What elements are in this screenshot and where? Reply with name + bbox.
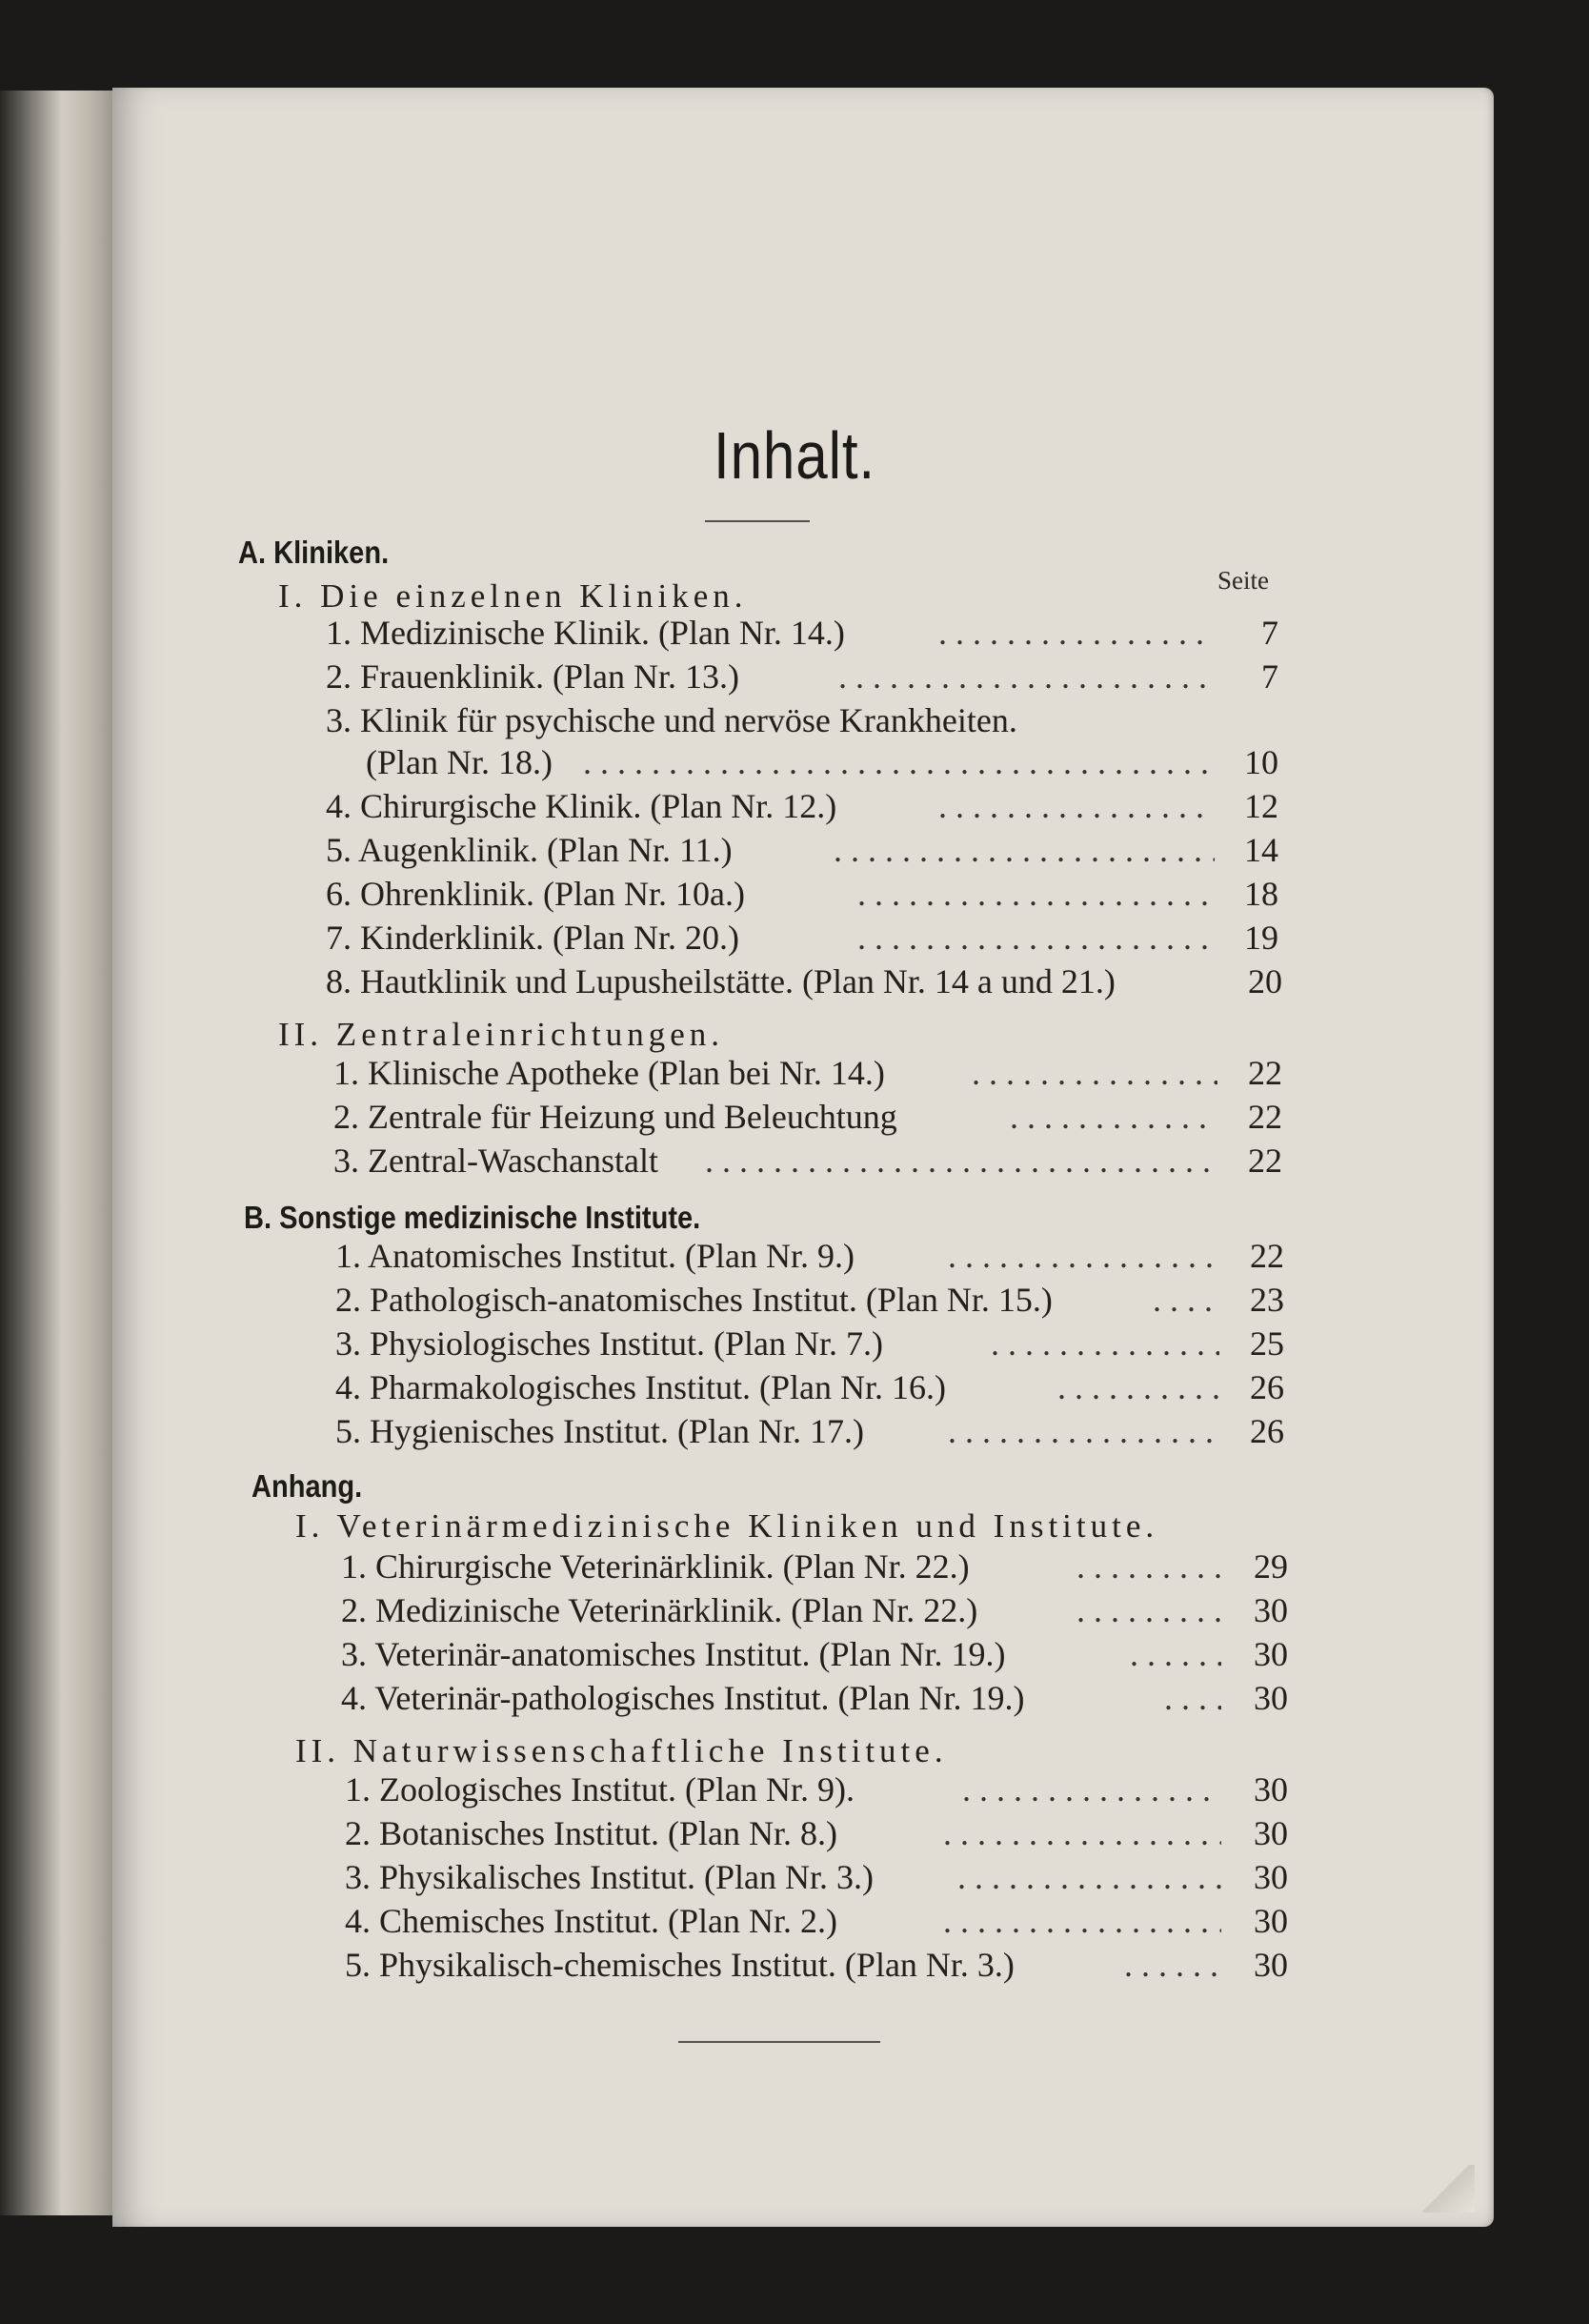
toc-entry-page: 30 [1254,1679,1288,1717]
toc-entry-page: 30 [1254,1770,1288,1809]
toc-entry-title: 1. Chirurgische Veterinärklinik. (Plan Nr. 22.) [341,1547,970,1586]
toc-leader-dots [838,656,1215,697]
toc-entry-page: 19 [1244,919,1278,957]
toc-entry-page: 30 [1254,1858,1288,1896]
toc-entry[interactable] [0,829,1589,871]
toc-entry-page: 22 [1248,1142,1282,1180]
toc-entry[interactable] [0,1768,1589,1810]
toc-entry-title: 5. Augenklinik. (Plan Nr. 11.) [326,831,733,869]
section-c-heading: Anhang. [251,1468,363,1504]
toc-entry-title: 1. Klinische Apotheke (Plan bei Nr. 14.) [333,1054,885,1092]
toc-entry[interactable] [0,1589,1589,1631]
toc-entry[interactable] [0,1944,1589,1986]
toc-entry[interactable] [0,1140,1589,1182]
toc-entry-title: 5. Hygienisches Institut. (Plan Nr. 17.) [335,1412,864,1450]
subsection-a2-heading: II. Zentraleinrichtungen. [278,1016,725,1053]
toc-entry-title: 4. Pharmakologisches Institut. (Plan Nr. 16.) [335,1368,946,1406]
toc-entry-page: 10 [1244,743,1278,781]
toc-entry-title: (Plan Nr. 18.) [366,743,553,781]
toc-entry[interactable] [0,612,1589,654]
toc-entry[interactable] [0,1633,1589,1675]
toc-entry-title: 8. Hautklinik und Lupusheilstätte. (Plan Nr. 14 a und 21.) [326,962,1116,1000]
toc-entry-title: 1. Zoologisches Institut. (Plan Nr. 9). [345,1770,855,1809]
toc-entry-title: 3. Klinik für psychische und nervöse Krankheiten. [326,701,1017,739]
toc-entry[interactable] [0,699,1589,741]
toc-entry-page: 18 [1244,875,1278,913]
toc-entry[interactable] [0,1677,1589,1719]
toc-leader-dots [1153,1279,1219,1321]
toc-entry[interactable] [0,1096,1589,1138]
toc-leader-dots [943,1812,1221,1854]
toc-leader-dots [1057,1366,1219,1408]
toc-leader-dots [1130,1633,1221,1675]
toc-entry-page: 30 [1254,1946,1288,1984]
toc-leader-dots [583,741,1215,783]
toc-leader-dots [938,612,1215,654]
toc-entry-title: 3. Physiologisches Institut. (Plan Nr. 7.) [335,1324,883,1363]
toc-entry[interactable] [0,1235,1589,1277]
toc-entry-title: 4. Chemisches Institut. (Plan Nr. 2.) [345,1902,837,1940]
toc-leader-dots [1164,1677,1221,1719]
toc-entry-page: 26 [1250,1368,1284,1406]
toc-entry[interactable] [0,1366,1589,1408]
toc-leader-dots [1076,1589,1221,1631]
toc-entry-title: 6. Ohrenklinik. (Plan Nr. 10a.) [326,875,745,913]
toc-entry[interactable] [0,785,1589,827]
section-b-heading: B. Sonstige medizinische Institute. [244,1200,701,1235]
toc-entry[interactable] [0,1856,1589,1898]
toc-entry[interactable] [0,1052,1589,1094]
toc-entry-page: 23 [1250,1281,1284,1319]
toc-entry-page: 30 [1254,1635,1288,1673]
toc-entry-title: 2. Zentrale für Heizung und Beleuchtung [333,1098,897,1136]
subsection-a1-heading: I. Die einzelnen Kliniken. [278,577,748,615]
toc-entry-title: 3. Physikalisches Institut. (Plan Nr. 3.) [345,1858,874,1896]
toc-leader-dots [972,1052,1217,1094]
toc-entry[interactable] [0,1323,1589,1364]
toc-leader-dots [857,873,1215,915]
toc-entry-title: 4. Chirurgische Klinik. (Plan Nr. 12.) [326,787,837,825]
toc-entry[interactable] [0,1410,1589,1452]
toc-leader-dots [1010,1096,1217,1138]
toc-leader-dots [943,1900,1221,1942]
toc-entry-page: 30 [1254,1591,1288,1629]
toc-leader-dots [857,917,1215,959]
subsection-c2-heading: II. Naturwissenschaftliche Institute. [295,1732,948,1769]
toc-entry-title: 1. Medizinische Klinik. (Plan Nr. 14.) [326,614,845,652]
toc-entry[interactable] [0,1546,1589,1587]
toc-entry-title: 2. Frauenklinik. (Plan Nr. 13.) [326,657,739,696]
toc-entry-title: 1. Anatomisches Institut. (Plan Nr. 9.) [335,1237,855,1275]
toc-leader-dots [948,1235,1219,1277]
toc-entry-title: 3. Zentral-Waschanstalt [333,1142,658,1180]
toc-entry[interactable] [0,1900,1589,1942]
toc-entry[interactable] [0,917,1589,959]
toc-leader-dots [938,785,1215,827]
toc-entry-page: 22 [1250,1237,1284,1275]
toc-entry-page: 30 [1254,1814,1288,1852]
toc-leader-dots [948,1410,1219,1452]
toc-entry-title: 7. Kinderklinik. (Plan Nr. 20.) [326,919,739,957]
toc-entry-page: 25 [1250,1324,1284,1363]
toc-leader-dots [1076,1546,1221,1587]
toc-entry-page: 22 [1248,1098,1282,1136]
end-divider [678,2041,880,2043]
toc-entry-page: 22 [1248,1054,1282,1092]
page-column-label: Seite [1217,566,1269,595]
toc-entry[interactable] [0,1812,1589,1854]
toc-entry-title: 2. Pathologisch-anatomisches Institut. (Plan Nr. 15.) [335,1281,1053,1319]
toc-entry-page: 20 [1248,962,1282,1000]
toc-entry-page: 7 [1261,614,1278,652]
toc-entry-title: 5. Physikalisch-chemisches Institut. (Plan Nr. 3.) [345,1946,1015,1984]
toc-entry[interactable] [0,960,1589,1002]
toc-leader-dots [834,829,1215,871]
toc-leader-dots [991,1323,1219,1364]
toc-entry-page: 12 [1244,787,1278,825]
toc-entry-title: 2. Botanisches Institut. (Plan Nr. 8.) [345,1814,837,1852]
toc-entry[interactable] [0,741,1589,783]
toc-entry-page: 29 [1254,1547,1288,1586]
toc-entry-title: 4. Veterinär-pathologisches Institut. (Plan Nr. 19.) [341,1679,1025,1717]
toc-entry-title: 2. Medizinische Veterinärklinik. (Plan Nr. 22.) [341,1591,978,1629]
toc-leader-dots [962,1768,1221,1810]
section-a-heading: A. Kliniken. [238,535,390,570]
toc-entry-title: 3. Veterinär-anatomisches Institut. (Plan Nr. 19.) [341,1635,1006,1673]
toc-entry-page: 7 [1261,657,1278,696]
toc-entry[interactable] [0,656,1589,697]
toc-entry-page: 26 [1250,1412,1284,1450]
toc-leader-dots [705,1140,1217,1182]
subsection-c1-heading: I. Veterinärmedizinische Kliniken und Institute. [295,1507,1159,1545]
toc-entry[interactable] [0,873,1589,915]
toc-entry-page: 30 [1254,1902,1288,1940]
toc-leader-dots [957,1856,1221,1898]
toc-entry[interactable] [0,1279,1589,1321]
page-title: Inhalt. [713,418,876,493]
toc-leader-dots [1124,1944,1221,1986]
toc-entry-page: 14 [1244,831,1278,869]
